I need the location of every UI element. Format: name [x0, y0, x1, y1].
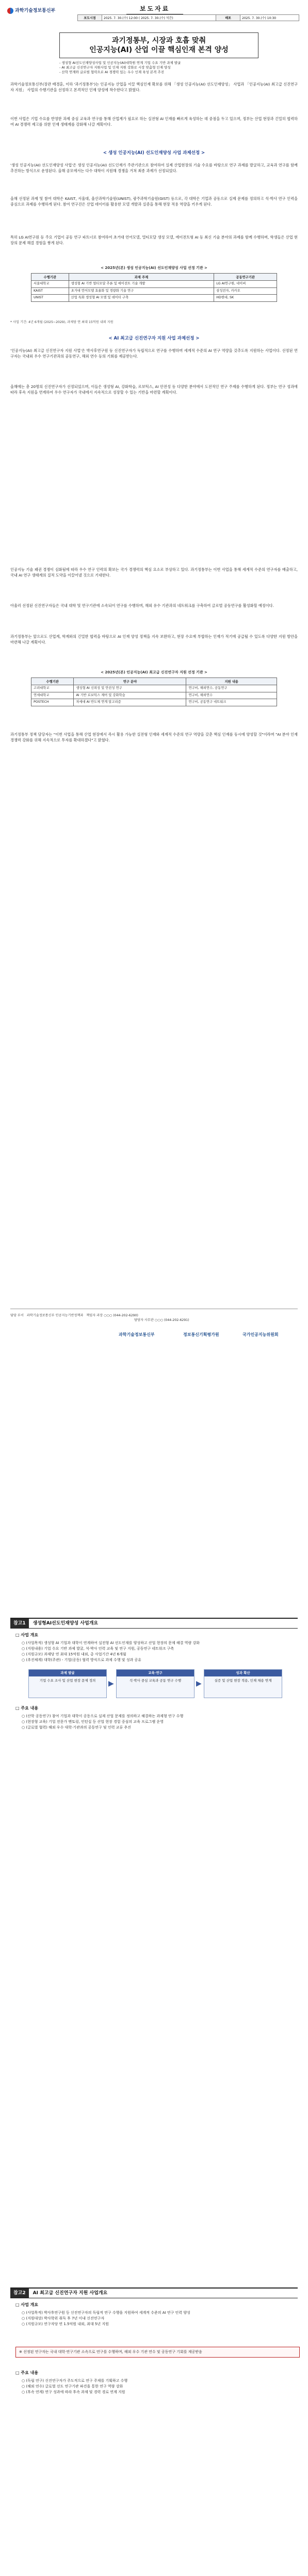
- contact-person: 담당자 사무관 ○○○: [134, 1318, 163, 1322]
- table-cell: HD현대, SK: [214, 295, 277, 302]
- meta-value: 2025. 7. 30.(수) 10:30: [240, 15, 299, 21]
- sub-headline: - AI 최고급 신진연구자 지원사업 및 인재 지원 강화로 시장 맞춤형 인재 양성: [59, 65, 171, 70]
- ministry-name: 과학기술정보통신부: [15, 8, 56, 13]
- body-paragraph: 과학기술정보통신부(장관 배경훈, 이하 '과기정통부')는 인공지능 산업을 이끌 핵심인재 확보를 위해 「생성 인공지능(AI) 선도인재양성」 사업과 「인공지능(AI) 최고급 신진연구자 지원」 사업의 수행기관을 선정하고 본격적인 인재 양성에 착수한다고 밝혔다.: [10, 82, 298, 93]
- table-caption: < 2025년(본) 인공지능(AI) 최고급 신진연구자 지원 선정 기관 >: [101, 670, 207, 674]
- sub-headline: - 생성형 AI선도인재양성사업 및 인공지능(AI)대학원 연계 기업 수요 기반 과제 발굴: [59, 61, 181, 65]
- table-cell: 연구비, 공동연구 네트워크: [186, 699, 277, 706]
- logo-ministry: 과학기술정보통신부: [119, 1332, 155, 1337]
- flow-step-title: 과제 발굴: [29, 1670, 106, 1676]
- arrow-right-icon: ▶: [196, 1680, 202, 1688]
- list-item: ○ (사업목적) 생성형 AI 기업과 대학이 연계하여 실전형 AI 선도인재를 양성하고 산업 현장의 문제 해결 역량 강화: [22, 1641, 200, 1645]
- table-cell: AI 기반 로보틱스 제어 및 강화학습: [74, 692, 186, 699]
- section-title: < AI 최고급 신진연구자 지원 사업 과제선정 >: [108, 336, 200, 341]
- ministry-emblem-icon: [7, 8, 13, 14]
- list-item: ○ (지원규모) 연구자당 연 1.5억원 내외, 최대 5년 지원: [22, 2322, 109, 2326]
- table-row: [31, 685, 277, 692]
- attachment-subheading: □ 사업 개요: [15, 1633, 39, 1637]
- flow-step-title: 성과 확산: [204, 1670, 282, 1676]
- table-cell: 연세대학교: [31, 692, 74, 699]
- list-item: ○ (지원규모) 과제당 연 최대 15억원 내외, 총 사업기간 4년 6개월: [22, 1652, 126, 1656]
- body-paragraph: 인공지능 기술 패권 경쟁이 심화됨에 따라 우수 연구 인력의 확보는 국가 경쟁력의 핵심 요소로 부상하고 있다. 과기정통부는 이번 사업을 통해 세계적 수준의 연구자를 배출하고, 국내 AI 연구 생태계의 질적 도약을 이끌어낼 것으로 기대한다.: [10, 567, 298, 578]
- attachment-list: [22, 1640, 293, 1663]
- researcher-table: [31, 677, 277, 706]
- contact-tel: (044-202-6291): [164, 1318, 189, 1322]
- table-row: [31, 287, 277, 295]
- attachment-subheading: □ 주요 내용: [15, 2370, 39, 2375]
- attachment-1-header: [10, 1618, 298, 1629]
- table-cell: POSTECH: [31, 699, 74, 706]
- body-paragraph: '인공지능(AI) 최고급 신진연구자 지원 사업'은 박사후연구원 등 신진연구자가 독립적으로 연구를 수행하며 세계적 수준의 AI 연구 역량을 갖추도록 지원하는 사업이다. 선정된 연구자는 국내외 우수 연구기관과의 공동연구, 해외 연수 등의 기회를 제공받는다.: [10, 348, 298, 359]
- ministry-logo: [7, 7, 55, 14]
- attachment-subheading: □ 사업 개요: [15, 2302, 39, 2307]
- list-item: ○ (추진체계) 대학(주관) - 기업(공동) 협력 방식으로 과제 수행 및 성과 공유: [22, 1658, 142, 1662]
- table-cell: 생성형 AI 신뢰성 및 안전성 연구: [74, 685, 186, 692]
- contact-block: [10, 1313, 298, 1322]
- table-cell: LG AI연구원, 네이버: [214, 281, 277, 288]
- flow-step-body: 석·박사 중심 교육과 공동 연구 수행: [129, 1679, 182, 1683]
- body-paragraph: 이번 사업은 기업 수요를 반영한 과제 중심 교육과 연구를 통해 산업계가 필요로 하는 실전형 AI 인재를 빠르게 육성하는 데 중점을 두고 있으며, 정부는 산업 현장과 긴밀히 협력하여 AI 경쟁력 제고를 위한 인재 생태계를 강화해 나갈 계획이다.: [10, 116, 298, 127]
- body-paragraph: 특히 LG AI연구원 등 주요 기업이 공동 연구 파트너로 참여하여 초거대 언어모델, 멀티모달 생성 모델, 에이전트형 AI 등 최신 기술 분야의 과제를 함께 수행하며, 학생들은 산업 현장의 문제 해결 경험을 쌓게 된다.: [10, 235, 298, 246]
- process-flow: [28, 1669, 281, 1698]
- attachment-list: [22, 2378, 293, 2395]
- body-paragraph: 올해에는 총 20명의 신진연구자가 선정되었으며, 이들은 생성형 AI, 강화학습, 로보틱스, AI 안전성 등 다양한 분야에서 도전적인 연구 주제를 수행하게 된다. 정부는 연구 성과에 따라 후속 지원을 연계하여 우수 연구자가 국내에서 지속적으로 성장할 수 있는 기반을 마련할 계획이다.: [10, 384, 298, 395]
- table-cell: 고려대학교: [31, 685, 74, 692]
- table-cell: UNIST: [31, 295, 69, 302]
- callout-box: ※ 선정된 연구자는 국내 대학·연구기관 소속으로 연구를 수행하며, 해외 우수 기관 연수 및 공동연구 기회를 제공받음: [15, 2347, 300, 2358]
- table-header: 과제 주제: [69, 274, 214, 281]
- selection-table: [31, 273, 277, 302]
- body-paragraph: 아울러 선정된 신진연구자들은 국내 대학 및 연구기관에 소속되어 연구를 수행하며, 해외 유수 기관과의 네트워크를 구축하여 글로벌 공동연구를 활성화할 예정이다.: [10, 603, 274, 608]
- arrow-right-icon: ▶: [108, 1680, 114, 1688]
- body-paragraph: 과기정통부는 앞으로도 산업계, 학계와의 긴밀한 협력을 바탕으로 AI 인재 양성 정책을 지속 보완하고, 현장 수요에 부합하는 인재가 적기에 공급될 수 있도록 다양한 지원 방안을 마련해 나갈 계획이다.: [10, 634, 298, 645]
- flow-step-body: 실증 및 산업 현장 적용, 인재 채용 연계: [214, 1679, 272, 1683]
- table-caption: < 2025년(본) 생성 인공지능(AI) 선도인재양성 사업 선정 기관 >: [101, 266, 207, 270]
- list-item: ○ (글로벌 협력) 해외 우수 대학·기관과의 공동연구 및 인력 교류 추진: [22, 1725, 131, 1730]
- table-row: [31, 699, 277, 706]
- table-cell: 서울대학교: [31, 281, 69, 288]
- flow-step: [28, 1669, 107, 1698]
- attachment-title: 생성형AI선도인재양성 사업개요: [33, 1621, 99, 1626]
- table-header: 공동연구기관: [214, 274, 277, 281]
- body-paragraph: 올해 선정된 과제 및 참여 대학은 KAIST, 서울대, 울산과학기술원(UNIST), 광주과학기술원(GIST) 등으로, 각 대학은 기업과 공동으로 실제 문제를 정의하고 석·박사 연구 인력을 중심으로 과제를 수행하게 된다. 참여 연구진은 산업 데이터를 활용한 모델 개발과 실증을 통해 현장 적용 역량을 키우게 된다.: [10, 196, 298, 207]
- sub-headlines: [59, 61, 255, 75]
- table-note: * 사업 기간: 4년 6개월 (2025~2029), 과제당 연 최대 15억원 내외 지원: [10, 320, 114, 324]
- table-cell: 삼성전자, 카카오: [214, 287, 277, 295]
- flow-step: [116, 1669, 194, 1698]
- attachment-list: [22, 2310, 293, 2327]
- table-row: [31, 692, 277, 699]
- table-cell: 연구비, 해외연수: [186, 692, 277, 699]
- list-item: ○ (후속 연계) 연구 성과에 따라 후속 과제 및 경력 경로 연계 지원: [22, 2390, 125, 2394]
- table-cell: 산업 특화 생성형 AI 모델 및 데이터 구축: [69, 295, 214, 302]
- list-item: ○ (산학 공동연구) 참여 기업과 대학이 공동으로 실제 산업 문제를 정의하고 해결하는 과제형 연구 수행: [22, 1714, 184, 1718]
- table-cell: 연구비, 해외연수, 공동연구: [186, 685, 277, 692]
- headline-line-1: 과기정통부, 시장과 호흡 맞춰: [111, 37, 206, 45]
- logo-iitp: 정보통신기획평가원: [183, 1332, 219, 1337]
- meta-key: 배포: [216, 15, 240, 21]
- press-label: 보도자료: [126, 4, 183, 14]
- table-cell: 초거대 언어모델 효율화 및 경량화 기술 연구: [69, 287, 214, 295]
- list-item: ○ (지원내용) 기업 수요 기반 과제 발굴, 석·박사 인력 교육 및 연구 지원, 공동연구 네트워크 구축: [22, 1647, 174, 1651]
- list-item: ○ (해외 연수) 글로벌 선도 연구기관 파견을 통한 연구 역량 강화: [22, 2384, 123, 2388]
- section-title: < 생성 인공지능(AI) 선도인재양성 사업 과제선정 >: [103, 150, 205, 156]
- table-cell: 차세대 AI 반도체 연계 알고리즘: [74, 699, 186, 706]
- headline-box: [59, 32, 258, 58]
- sub-headline: - 산학 연계와 글로벌 협력으로 AI 경쟁력 있는 우수 인재 육성 본격 추진: [59, 70, 165, 74]
- attachment-tag: 참고1: [10, 1619, 29, 1628]
- table-header: 수행기관: [31, 678, 74, 685]
- attachment-title: AI 최고급 신진연구자 지원 사업개요: [33, 2291, 108, 2296]
- logo-committee: 국가인공지능위원회: [242, 1332, 279, 1337]
- table-row: [31, 281, 277, 288]
- attachment-tag: 참고2: [10, 2289, 29, 2298]
- table-header: 지원 내용: [186, 678, 277, 685]
- list-item: ○ (현장형 교육) 기업 전문가 멘토링, 인턴십 등 산업 현장 경험 중심의 교육 프로그램 운영: [22, 1720, 164, 1724]
- list-item: ○ (지원대상) 박사학위 취득 후 7년 이내 신진연구자: [22, 2316, 105, 2320]
- table-header: 수행기관: [31, 274, 69, 281]
- contact-dept: 담당 부서: [10, 1314, 24, 1317]
- attachment-subheading: □ 주요 내용: [15, 1706, 39, 1710]
- headline-line-2: 인공지능(AI) 산업 이끌 핵심인재 본격 양성: [89, 46, 229, 54]
- body-paragraph: '생성 인공지능(AI) 선도인재양성 사업'은 생성 인공지능(AI) 선도인재가 주관기관으로 참여하여 실제 산업현장의 기술 수요를 바탕으로 연구 과제를 발굴하고, 교육과 연구를 함께 추진하는 방식으로 운영된다. 올해 공모에서는 다수 대학이 지원해 경쟁을 거쳐 최종 과제가 선정되었다.: [10, 163, 298, 174]
- contact-person: 책임자 과장 ○○○: [86, 1314, 112, 1317]
- list-item: ○ (독립 연구) 신진연구자가 주도적으로 연구 주제를 기획하고 수행: [22, 2379, 128, 2383]
- flow-step: [204, 1669, 282, 1698]
- table-row: [31, 295, 277, 302]
- meta-key: 보도시점: [78, 15, 102, 21]
- body-paragraph: 과기정통부 정책 담당자는 "이번 사업을 통해 산업 현장에서 즉시 활용 가능한 실전형 인재와 세계적 수준의 연구 역량을 갖춘 핵심 인재를 동시에 양성할 것"이라며 "AI 분야 인재 경쟁력 강화를 위해 지속적으로 투자를 확대하겠다"고 밝혔다.: [10, 732, 298, 743]
- flow-step-body: 기업 수요 조사 및 산업 현장 문제 정의: [39, 1679, 96, 1683]
- table-cell: 생성형 AI 기반 멀티모달 추론 및 에이전트 기술 개발: [69, 281, 214, 288]
- meta-value: 2025. 7. 30.(수) 12:00 ( 2025. 7. 30.(수) 석간): [102, 15, 216, 21]
- table-header: 연구 분야: [74, 678, 186, 685]
- contact-tel: (044-202-6290): [113, 1314, 138, 1317]
- contact-team: 과학기술정보통신부 인공지능기반정책과: [26, 1314, 84, 1317]
- attachment-list: [22, 1714, 293, 1731]
- table-cell: KAIST: [31, 287, 69, 295]
- flow-step-title: 교육·연구: [117, 1670, 194, 1676]
- release-meta-table: [77, 14, 299, 21]
- list-item: ○ (사업목적) 박사후연구원 등 신진연구자의 독립적 연구 수행을 지원하여 세계적 수준의 AI 연구 인력 양성: [22, 2311, 190, 2315]
- attachment-2-header: [10, 2287, 298, 2298]
